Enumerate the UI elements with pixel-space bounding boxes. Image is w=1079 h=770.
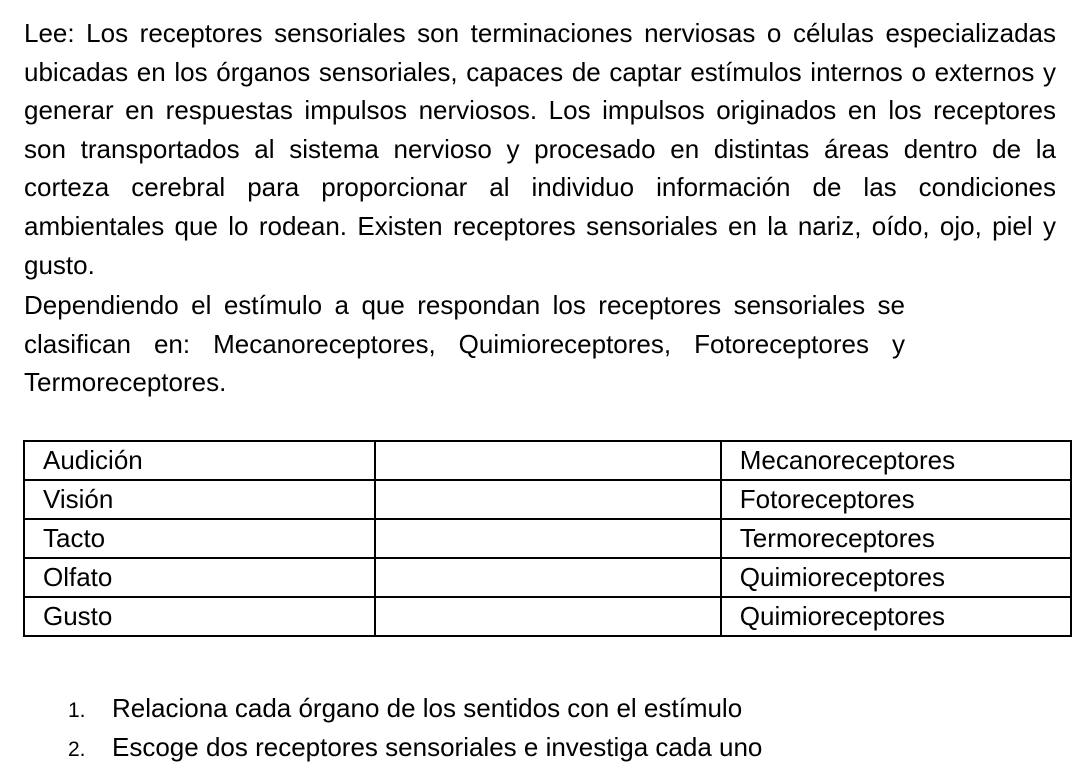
- receptor-cell: Termoreceptores: [721, 519, 1071, 558]
- table-row: [24, 519, 1071, 558]
- table-row: [24, 441, 1071, 480]
- sense-cell: Tacto: [24, 519, 375, 558]
- list-item: [68, 729, 762, 768]
- table-row: [24, 558, 1071, 597]
- blank-cell: [375, 441, 721, 480]
- sense-cell: Audición: [24, 441, 375, 480]
- task-text: Escoge dos receptores sensoriales e investiga cada uno: [112, 732, 763, 762]
- intro-paragraph: Lee: Los receptores sensoriales son terminaciones nerviosas o células especializadas ubicadas en los órganos sensoriales, capaces de captar estímulos internos o externos y generar en respuestas impulsos nerviosos. Los impulsos originados en los receptores son transportados al sistema nervioso y procesado en distintas áreas dentro de la corteza cerebral para proporcionar al individuo información de las condiciones ambientales que lo rodean. Existen receptores sensoriales en la nariz, oído, ojo, piel y gusto.: [24, 18, 1056, 280]
- sense-cell: Visión: [24, 480, 375, 519]
- sense-cell: Gusto: [24, 597, 375, 636]
- task-text: Relaciona cada órgano de los sentidos con el estímulo: [112, 693, 743, 723]
- sense-cell: Olfato: [24, 558, 375, 597]
- classification-paragraph: Dependiendo el estímulo a que respondan los receptores sensoriales se clasifican en: Mecanoreceptores, Quimioreceptores, Fotoreceptores y Termoreceptores.: [24, 290, 905, 398]
- task-number: 2.: [68, 738, 86, 761]
- table-row: [24, 480, 1071, 519]
- blank-cell: [375, 558, 721, 597]
- receptor-cell: Mecanoreceptores: [721, 441, 1071, 480]
- receptor-cell: Quimioreceptores: [721, 597, 1071, 636]
- blank-cell: [375, 519, 721, 558]
- table-row: [24, 597, 1071, 636]
- receptor-cell: Fotoreceptores: [721, 480, 1071, 519]
- list-item: [68, 690, 762, 729]
- blank-cell: [375, 480, 721, 519]
- task-list: [68, 690, 762, 768]
- senses-receptors-table: [23, 440, 1072, 637]
- task-number: 1.: [68, 699, 86, 722]
- blank-cell: [375, 597, 721, 636]
- receptor-cell: Quimioreceptores: [721, 558, 1071, 597]
